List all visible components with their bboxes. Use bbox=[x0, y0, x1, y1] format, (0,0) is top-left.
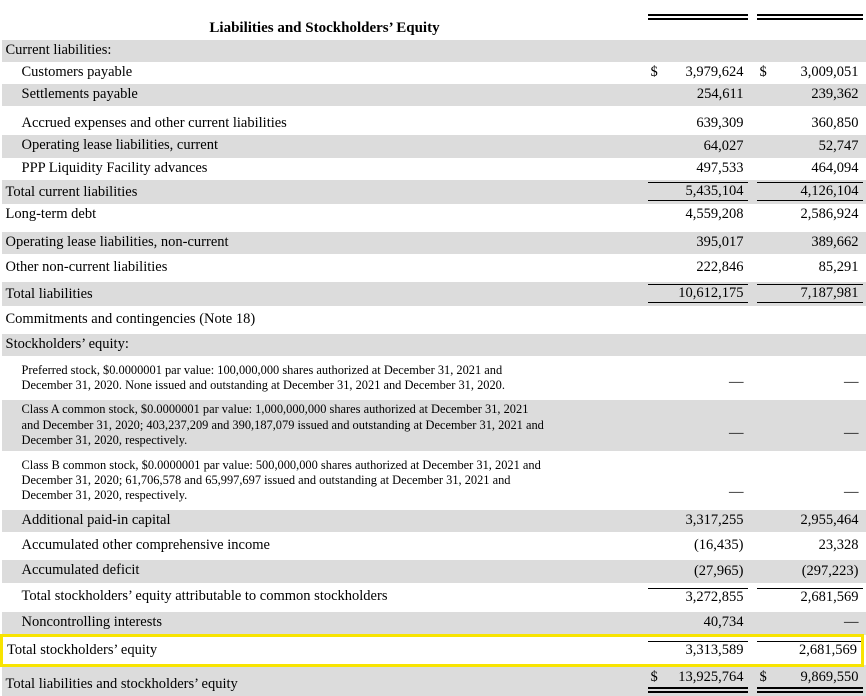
row-label: Accrued expenses and other current liabilities bbox=[2, 106, 648, 135]
value: 4,559,208 bbox=[686, 206, 744, 223]
value: 13,925,764 bbox=[678, 669, 743, 686]
table-row-note bbox=[2, 356, 866, 400]
value-col2-cell bbox=[757, 400, 863, 450]
right-margin bbox=[863, 84, 866, 106]
value-col2-cell bbox=[757, 583, 863, 612]
value: — bbox=[729, 425, 744, 442]
value-col1-cell bbox=[648, 282, 748, 306]
value-col1-cell bbox=[648, 106, 748, 135]
row-label: Total current liabilities bbox=[2, 180, 648, 204]
value: 239,362 bbox=[811, 86, 858, 103]
table-row bbox=[2, 158, 866, 180]
note-line: December 31, 2020; 61,706,578 and 65,997,697 issued and outstanding at December 31, 2021 and bbox=[22, 473, 644, 488]
row-label: Operating lease liabilities, non-current bbox=[2, 232, 648, 254]
value-col2-cell bbox=[757, 135, 863, 157]
right-margin bbox=[863, 635, 866, 665]
value: 389,662 bbox=[811, 234, 858, 251]
currency-symbol: $ bbox=[760, 669, 767, 686]
table-row bbox=[2, 62, 866, 84]
row-label bbox=[2, 400, 648, 450]
right-margin bbox=[863, 135, 866, 157]
column-spacer bbox=[748, 356, 757, 400]
currency-symbol: $ bbox=[651, 669, 658, 686]
column-spacer bbox=[748, 665, 757, 696]
row-label: Current liabilities: bbox=[2, 40, 648, 62]
value: (297,223) bbox=[802, 563, 859, 580]
row-label: Accumulated other comprehensive income bbox=[2, 532, 648, 560]
column-spacer bbox=[748, 254, 757, 282]
value: 3,313,589 bbox=[686, 642, 744, 659]
right-margin bbox=[863, 356, 866, 400]
right-margin bbox=[863, 665, 866, 696]
currency-symbol: $ bbox=[651, 64, 658, 81]
table-row-total bbox=[2, 282, 866, 306]
note-line: December 31, 2020, respectively. bbox=[22, 488, 644, 503]
value-col1-cell bbox=[648, 254, 748, 282]
table-row bbox=[2, 334, 866, 356]
value: 40,734 bbox=[704, 614, 744, 631]
table-row bbox=[2, 254, 866, 282]
note-line: December 31, 2020. None issued and outstanding at December 31, 2021 and December 31, 2020. bbox=[22, 378, 644, 393]
row-label: Accumulated deficit bbox=[2, 560, 648, 582]
right-margin bbox=[863, 612, 866, 636]
row-label: Total stockholders’ equity bbox=[2, 635, 648, 665]
right-margin bbox=[863, 583, 866, 612]
value-col1-cell bbox=[648, 158, 748, 180]
value-col2-cell bbox=[757, 560, 863, 582]
table-row bbox=[2, 306, 866, 334]
table-row bbox=[2, 560, 866, 582]
value-col2-cell bbox=[757, 356, 863, 400]
value-col1-cell bbox=[648, 665, 748, 696]
right-margin bbox=[863, 282, 866, 306]
note-line: Class B common stock, $0.0000001 par value: 500,000,000 shares authorized at December 31, 2021 and bbox=[22, 458, 644, 473]
value-col2-cell bbox=[757, 306, 863, 334]
value-col1-cell bbox=[648, 451, 748, 510]
value: 497,533 bbox=[696, 160, 743, 177]
row-label: Total liabilities and stockholders’ equity bbox=[2, 665, 648, 696]
table-row bbox=[2, 106, 866, 135]
value: (16,435) bbox=[694, 537, 744, 554]
column-spacer bbox=[748, 510, 757, 532]
table-row bbox=[2, 232, 866, 254]
value: 639,309 bbox=[696, 115, 743, 132]
column-spacer bbox=[748, 560, 757, 582]
value: — bbox=[844, 614, 859, 631]
value: 3,317,255 bbox=[686, 512, 744, 529]
value-col1-cell bbox=[648, 40, 748, 62]
column-spacer bbox=[748, 84, 757, 106]
value: 360,850 bbox=[811, 115, 858, 132]
column-spacer bbox=[748, 17, 757, 40]
column-spacer bbox=[748, 635, 757, 665]
row-label: Additional paid-in capital bbox=[2, 510, 648, 532]
value-col1-cell bbox=[648, 306, 748, 334]
value-col1-cell bbox=[648, 204, 748, 232]
title-row bbox=[2, 17, 866, 40]
value: 222,846 bbox=[696, 259, 743, 276]
table-row-note bbox=[2, 400, 866, 450]
table-row bbox=[2, 532, 866, 560]
row-label bbox=[2, 451, 648, 510]
value-col2-cell bbox=[757, 510, 863, 532]
note-line: December 31, 2020, respectively. bbox=[22, 433, 644, 448]
value: 254,611 bbox=[697, 86, 744, 103]
column-spacer bbox=[748, 180, 757, 204]
row-label: Other non-current liabilities bbox=[2, 254, 648, 282]
value-col2-cell bbox=[757, 254, 863, 282]
right-margin bbox=[863, 204, 866, 232]
row-label: Settlements payable bbox=[2, 84, 648, 106]
column-spacer bbox=[748, 158, 757, 180]
table-row bbox=[2, 510, 866, 532]
row-label: Noncontrolling interests bbox=[2, 612, 648, 636]
value-col2-cell bbox=[757, 635, 863, 665]
value-col2-cell bbox=[757, 532, 863, 560]
table-row bbox=[2, 204, 866, 232]
value-col1-cell bbox=[648, 84, 748, 106]
right-margin bbox=[863, 254, 866, 282]
row-label: Stockholders’ equity: bbox=[2, 334, 648, 356]
right-margin bbox=[863, 510, 866, 532]
value-col2-cell bbox=[757, 40, 863, 62]
value-col1-cell bbox=[648, 180, 748, 204]
column-spacer bbox=[748, 334, 757, 356]
value-col2-cell bbox=[757, 62, 863, 84]
column-spacer bbox=[748, 306, 757, 334]
value: 64,027 bbox=[704, 138, 744, 155]
row-label: Commitments and contingencies (Note 18) bbox=[2, 306, 648, 334]
row-label: Total stockholders’ equity attributable to common stockholders bbox=[2, 583, 648, 612]
right-margin bbox=[863, 560, 866, 582]
value-col1-cell bbox=[648, 356, 748, 400]
value: 2,681,569 bbox=[799, 642, 857, 659]
value-col2-cell bbox=[757, 232, 863, 254]
table-row bbox=[2, 40, 866, 62]
column-spacer bbox=[748, 0, 757, 17]
value: 9,869,550 bbox=[801, 669, 859, 686]
top-rule-row bbox=[2, 0, 866, 17]
column-spacer bbox=[748, 400, 757, 450]
row-label bbox=[2, 356, 648, 400]
right-margin bbox=[863, 0, 866, 17]
value-col1-cell bbox=[648, 62, 748, 84]
column-spacer bbox=[748, 40, 757, 62]
value: — bbox=[844, 425, 859, 442]
value-col2-cell bbox=[757, 451, 863, 510]
value: 2,955,464 bbox=[801, 512, 859, 529]
currency-symbol: $ bbox=[760, 64, 767, 81]
value-col2-cell bbox=[757, 282, 863, 306]
highlighted-row-total-stockholders-equity bbox=[2, 635, 866, 665]
row-label: Long-term debt bbox=[2, 204, 648, 232]
value-col2-cell bbox=[757, 84, 863, 106]
right-margin bbox=[863, 334, 866, 356]
table-row bbox=[2, 612, 866, 636]
column-spacer bbox=[748, 232, 757, 254]
value: 3,979,624 bbox=[686, 64, 744, 81]
value: 2,681,569 bbox=[801, 589, 859, 606]
value: 3,272,855 bbox=[686, 589, 744, 606]
column-spacer bbox=[748, 532, 757, 560]
table-row-total bbox=[2, 583, 866, 612]
value-col1-cell bbox=[648, 612, 748, 636]
value: — bbox=[729, 484, 744, 501]
column-spacer bbox=[748, 135, 757, 157]
right-margin bbox=[863, 180, 866, 204]
table-row-grand-total bbox=[2, 665, 866, 696]
value-col1-cell bbox=[648, 400, 748, 450]
row-label: PPP Liquidity Facility advances bbox=[2, 158, 648, 180]
value-col2-cell bbox=[757, 665, 863, 696]
value: — bbox=[844, 484, 859, 501]
value: 2,586,924 bbox=[801, 206, 859, 223]
table-row bbox=[2, 135, 866, 157]
top-double-rule-col2 bbox=[757, 0, 863, 17]
table-row-total bbox=[2, 180, 866, 204]
value: (27,965) bbox=[694, 563, 744, 580]
note-line: and December 31, 2020; 403,237,209 and 390,187,079 issued and outstanding at December 31, 2021 and bbox=[22, 418, 644, 433]
value-col1-cell bbox=[648, 583, 748, 612]
right-margin bbox=[863, 400, 866, 450]
value: 10,612,175 bbox=[678, 285, 743, 302]
empty-cell bbox=[648, 17, 748, 40]
note-line: Preferred stock, $0.0000001 par value: 100,000,000 shares authorized at December 31, 2021 and bbox=[22, 363, 644, 378]
value: — bbox=[729, 374, 744, 391]
value-col1-cell bbox=[648, 232, 748, 254]
column-spacer bbox=[748, 583, 757, 612]
value-col2-cell bbox=[757, 612, 863, 636]
table-row bbox=[2, 84, 866, 106]
column-spacer bbox=[748, 451, 757, 510]
right-margin bbox=[863, 62, 866, 84]
value-col1-cell bbox=[648, 510, 748, 532]
right-margin bbox=[863, 532, 866, 560]
row-label: Total liabilities bbox=[2, 282, 648, 306]
column-spacer bbox=[748, 612, 757, 636]
right-margin bbox=[863, 40, 866, 62]
value: 5,435,104 bbox=[686, 183, 744, 200]
value: 52,747 bbox=[819, 138, 859, 155]
value: 23,328 bbox=[819, 537, 859, 554]
value: 464,094 bbox=[811, 160, 858, 177]
column-spacer bbox=[748, 204, 757, 232]
right-margin bbox=[863, 306, 866, 334]
value-col1-cell bbox=[648, 635, 748, 665]
value: 7,187,981 bbox=[801, 285, 859, 302]
value-col2-cell bbox=[757, 106, 863, 135]
column-spacer bbox=[748, 106, 757, 135]
value: 395,017 bbox=[696, 234, 743, 251]
value-col2-cell bbox=[757, 158, 863, 180]
value: 85,291 bbox=[819, 259, 859, 276]
top-double-rule-col1 bbox=[648, 0, 748, 17]
right-margin bbox=[863, 106, 866, 135]
table-row-note bbox=[2, 451, 866, 510]
section-title: Liabilities and Stockholders’ Equity bbox=[2, 17, 648, 40]
row-label: Customers payable bbox=[2, 62, 648, 84]
value-col1-cell bbox=[648, 135, 748, 157]
value-col1-cell bbox=[648, 560, 748, 582]
column-spacer bbox=[748, 62, 757, 84]
right-margin bbox=[863, 232, 866, 254]
value-col1-cell bbox=[648, 532, 748, 560]
empty-cell bbox=[757, 17, 863, 40]
value-col2-cell bbox=[757, 180, 863, 204]
right-margin bbox=[863, 158, 866, 180]
value: 3,009,051 bbox=[801, 64, 859, 81]
row-label: Operating lease liabilities, current bbox=[2, 135, 648, 157]
value-col1-cell bbox=[648, 334, 748, 356]
value: 4,126,104 bbox=[801, 183, 859, 200]
value: — bbox=[844, 374, 859, 391]
spacer-cell bbox=[2, 0, 648, 17]
value-col2-cell bbox=[757, 204, 863, 232]
note-line: Class A common stock, $0.0000001 par value: 1,000,000,000 shares authorized at December 31, 2021 bbox=[22, 402, 644, 417]
right-margin bbox=[863, 17, 866, 40]
column-spacer bbox=[748, 282, 757, 306]
value-col2-cell bbox=[757, 334, 863, 356]
right-margin bbox=[863, 451, 866, 510]
